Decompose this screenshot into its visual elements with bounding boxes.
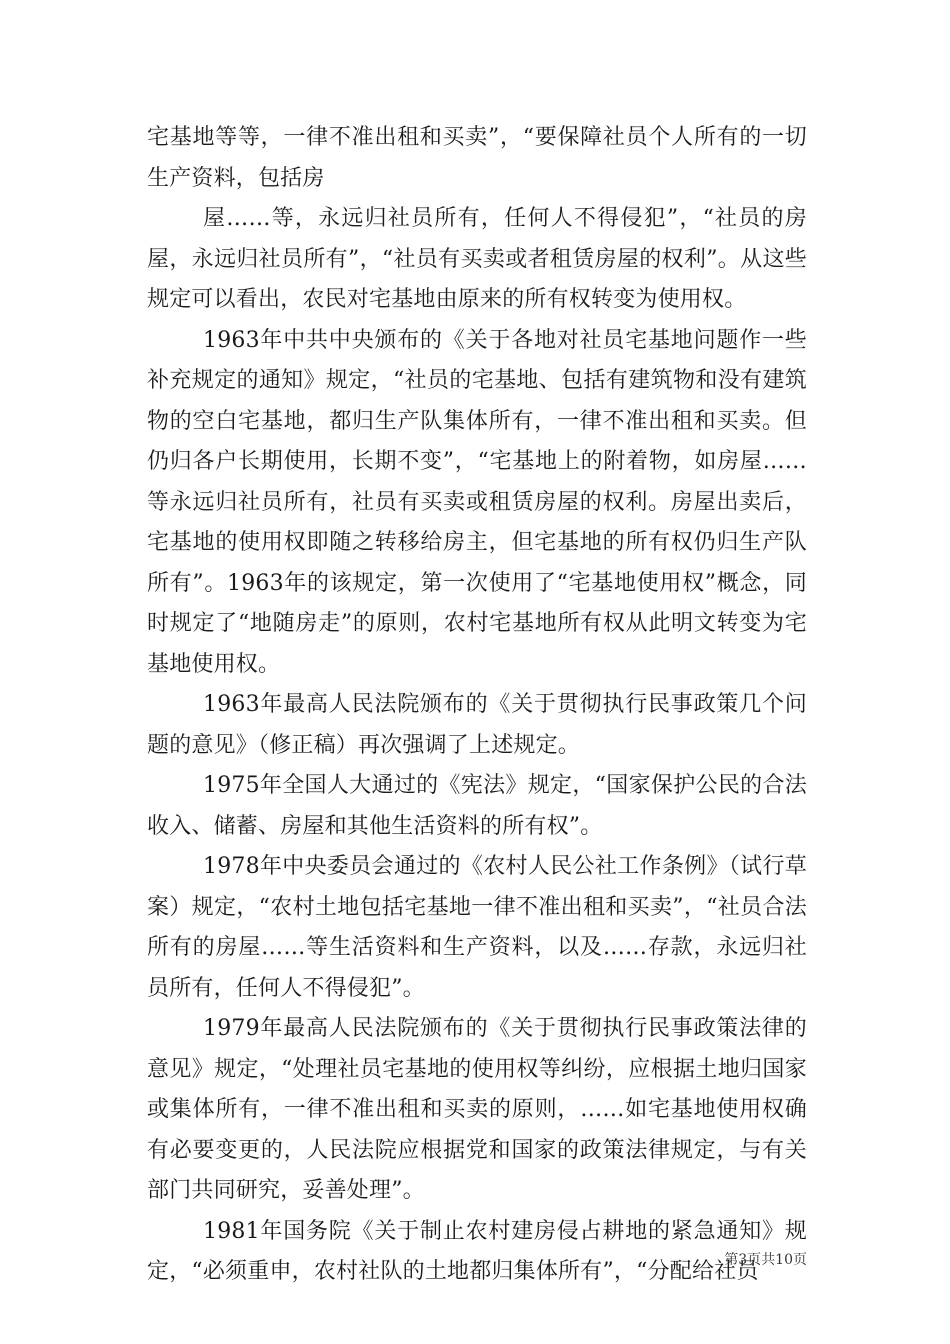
page-number: 第3页共10页 [724,1252,807,1268]
paragraph: 1963年最高人民法院颁布的《关于贯彻执行民事政策几个问题的意见》（修正稿）再次强调了上述规定。 [147,692,807,758]
paragraph: 1963年中共中央颁布的《关于各地对社员宅基地问题作一些补充规定的通知》规定，“社员的宅基地、包括有建筑物和没有建筑物的空白宅基地，都归生产队集体所有，一律不准出租和买卖。但仍归各户长期使用，长期不变”，“宅基地上的附着物，如房屋……等永远归社员所有，社员有买卖或租赁房屋的权利。房屋出卖后，宅基地的使用权即随之转移给房主，但宅基地的所有权仍归生产队所有”。1963年的该规定，第一次使用了“宅基地使用权”概念，同时规定了“地随房走”的原则，农村宅基地所有权从此明文转变为宅基地使用权。 [147,327,807,677]
paragraph: 1978年中央委员会通过的《农村人民公社工作条例》（试行草案）规定，“农村土地包括宅基地一律不准出租和买卖”，“社员合法所有的房屋……等生活资料和生产资料，以及……存款，永远归社员所有，任何人不得侵犯”。 [147,854,807,1001]
paragraph: 1975年全国人大通过的《宪法》规定，“国家保护公民的合法收入、储蓄、房屋和其他生活资料的所有权”。 [147,773,807,839]
paragraph: 屋……等，永远归社员所有，任何人不得侵犯”，“社员的房屋，永远归社员所有”，“社员有买卖或者租赁房屋的权利”。从这些规定可以看出，农民对宅基地由原来的所有权转变为使用权。 [147,206,807,312]
paragraph: 宅基地等等，一律不准出租和买卖”，“要保障社员个人所有的一切生产资料，包括房 [147,125,807,191]
paragraph: 1981年国务院《关于制止农村建房侵占耕地的紧急通知》规定，“必须重申，农村社队的土地都归集体所有”，“分配给社员 [147,1218,807,1284]
paragraph: 1979年最高人民法院颁布的《关于贯彻执行民事政策法律的意见》规定，“处理社员宅基地的使用权等纠纷，应根据土地归国家或集体所有，一律不准出租和买卖的原则，……如宅基地使用权确有必要变更的，人民法院应根据党和国家的政策法律规定，与有关部门共同研究，妥善处理”。 [147,1016,807,1203]
document-body [147,118,807,1293]
